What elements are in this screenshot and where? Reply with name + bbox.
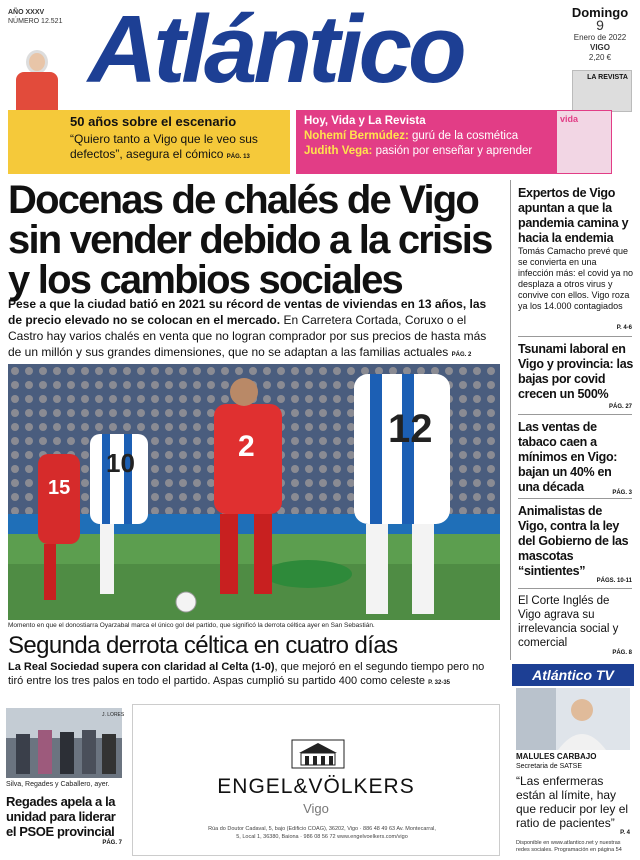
brief-headline-pandemic[interactable]: Expertos de Vigo apuntan a que la pandemia camina y hacia la endemia [518,186,629,245]
vida-label: vida [560,114,579,124]
teaser-name: Judith Vega: [304,145,373,157]
newspaper-logo[interactable]: Atlántico [88,0,463,103]
tv-guest-name: MALULES CARBAJO [516,752,597,761]
jersey-number-left: 10 [106,448,135,478]
tv-guest-role: Secretaria de SATSE [516,763,583,770]
page-ref: PÁG. 27 [608,404,632,410]
day-number: 9 [596,17,604,33]
jersey-number-mid: 2 [238,430,255,463]
ad-city: Vigo [303,801,329,816]
teaser-kicker: 50 años sobre el escenario [70,114,237,129]
page-ref: PÁG. 8 [612,650,632,656]
page-ref: PÁG. 13 [226,154,250,160]
football-photo[interactable] [8,364,500,620]
ad-address: Rúa do Doutor Cadaval, 5, bajo (Edificio COAG), 36202, Vigo · 886 48 49 63 Av. Montecarral, 5, Local 1, 36380, Baiona · 986 08 56 72 www.engelvoelkers.com/vigo [208,826,436,840]
lead-bold: Pese a que la ciudad batió en 2021 su récord de ventas de viviendas en 13 años, las de precio elevado no se colocan en el mercado. [8,297,487,327]
page-ref: P. 4-6 [616,325,632,331]
page-ref: PÁG. 7 [102,840,122,846]
teaser-line: gurú de la cosmética [408,130,519,142]
photo-credit: J. LORES [102,712,125,718]
engel-volkers-ad[interactable] [132,704,500,856]
masthead-date [568,5,632,63]
teaser-kicker: Hoy, Vida y La Revista [304,115,426,127]
lead-bold: La Real Sociedad supera con claridad al Celta (1-0) [8,661,275,673]
brief-corte-ingles[interactable]: El Corte Inglés de Vigo agrava su irrelevancia social y comercial [518,595,619,649]
lead-text: En Carretera Cortada, Coruxo o el Castro hay varios chalés en venta que no logran comprador por sus precios de hasta más de un millón y sus grandes dimensiones, que no se adaptan a las familias actuales [8,313,487,359]
month-year: Enero de 2022 [573,33,627,42]
teaser-text: “Quiero tanto a Vigo que le veo sus defectos”, asegura el cómico [70,132,258,161]
second-headline[interactable]: Segunda derrota céltica en cuatro días [8,632,398,659]
teaser-yellow[interactable] [8,110,290,174]
jersey-number-right: 12 [388,407,433,451]
price-label: 2,20 € [588,53,612,62]
main-headline[interactable]: Docenas de chalés de Vigo sin vender debido a la crisis y los cambios sociales [8,178,492,302]
psoe-photo[interactable] [6,708,125,778]
tv-footer: Disponible en www.atlantico.net y nuestras redes sociales. Programación en página 54 [516,840,622,853]
brief-headline-tsunami[interactable]: Tsunami laboral en Vigo y provincia: las bajas por covid crecen un 500% [518,342,634,401]
house-icon [291,739,345,769]
city-label: VIGO [589,43,610,52]
brief-divider [518,336,632,337]
revista-label: LA REVISTA [587,74,628,81]
teaser-pink[interactable] [296,110,556,174]
column-divider [510,180,511,660]
brief-divider [518,498,632,499]
brief-headline-animalistas[interactable]: Animalistas de Vigo, contra la ley del Gobierno de las mascotas “sintientes” [518,504,629,578]
photo-caption: Momento en que el donostiarra Oyarzabal marca el único gol del partido, que significó la derrota céltica ayer en San Sebastián. [8,622,375,629]
la-revista-thumbnail[interactable] [572,70,632,112]
page-ref: P. 4 [620,830,630,836]
jersey-number-small: 15 [48,477,71,499]
brief-headline-tabaco[interactable]: Las ventas de tabaco caen a mínimos en Vigo: bajan un 40% en una década [518,420,618,494]
second-lead [8,660,500,690]
tv-title: Atlántico TV [512,664,634,686]
page-ref: PÁG. 2 [451,352,472,358]
psoe-headline[interactable]: Regades apela a la unidad para liderar el PSOE provincial [6,794,116,839]
psoe-caption: Silva, Regades y Caballero, ayer. [6,781,110,788]
page-ref: PÁGS. 10-11 [596,578,632,584]
weekday: Domingo [571,5,629,20]
teaser-name: Nohemí Bermúdez: [304,130,409,142]
ad-brand: ENGEL&VÖLKERS [217,775,415,798]
atlantico-tv-box[interactable] [512,664,634,858]
vida-thumbnail[interactable] [556,110,612,174]
tv-quote: “Las enfermeras están al límite, hay que reducir por ley el ratio de pacientes” [516,774,629,830]
page-ref: P. 32-35 [428,680,450,686]
issue-number: NÚMERO 12.521 [8,18,63,25]
masthead-issue-info [8,8,78,26]
tv-interview-photo [516,688,630,750]
brief-body-pandemic: Tomás Camacho prevé que se convierta en una infección más: el covid ya no desplaza a otros virus y convive con ellos. Vigo roza ya los 14.000 contagiados [518,246,634,311]
page-ref: PÁG. 3 [612,490,632,496]
main-lead [8,296,500,363]
lead-text: , que mejoró en el segundo tiempo pero no tiró entre los tres palos en todo el partido. Aspas cumplió su partido 400 como celeste [8,661,485,687]
brief-divider [518,414,632,415]
brief-divider [518,588,632,589]
teaser-line: pasión por enseñar y aprender [372,145,533,157]
year-label: AÑO XXXV [8,9,45,16]
